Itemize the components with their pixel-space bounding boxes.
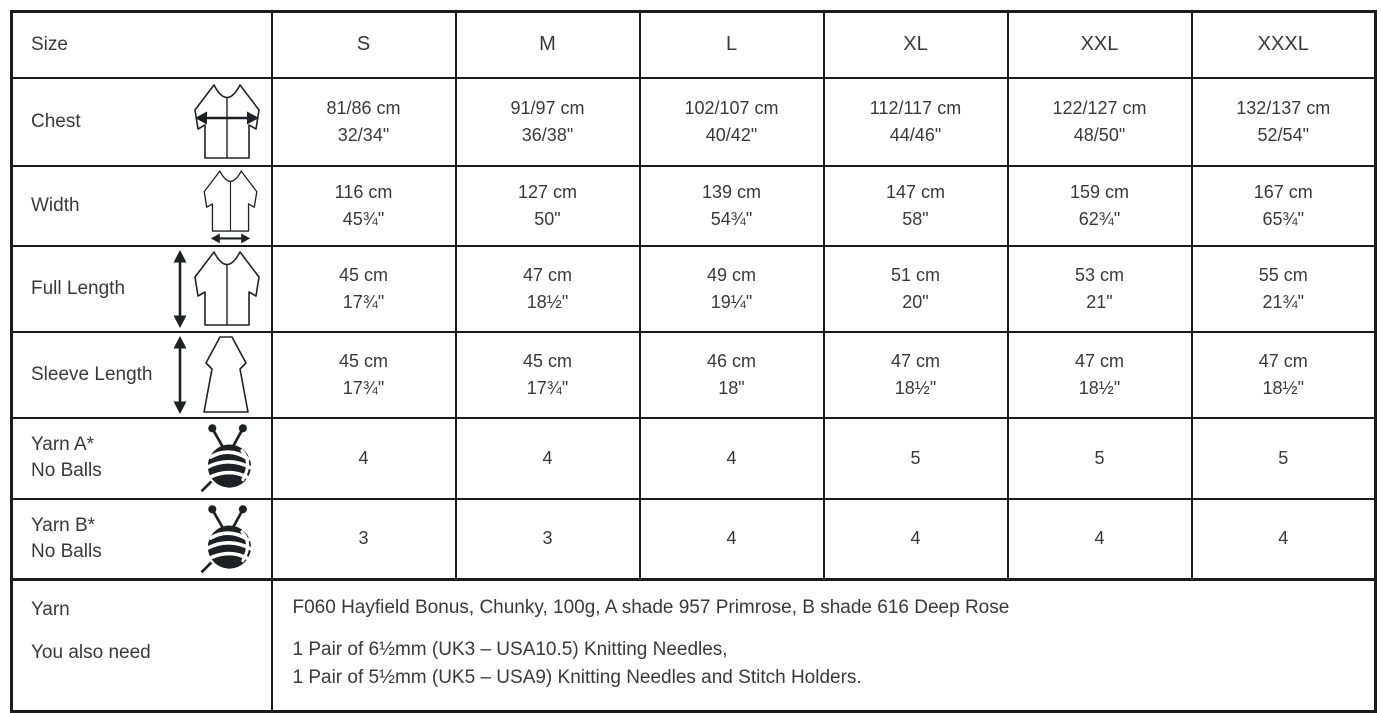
full-length-row	[12, 246, 1376, 332]
header-size-xxl: XXL	[1008, 12, 1192, 78]
cm-value: 159 cm	[1069, 181, 1130, 202]
cell-chest-xxxl	[1192, 78, 1376, 166]
cm-value: 102/107 cm	[684, 97, 779, 118]
cm-value: 51 cm	[890, 264, 941, 285]
yarn-b-label-cell	[12, 499, 272, 580]
footer-content-cell	[272, 580, 1376, 712]
cm-value: 147 cm	[885, 181, 946, 202]
cell-yarn-b-xxxl: 4	[1192, 499, 1376, 580]
cell-sleeve-l	[640, 332, 824, 418]
inch-value: 45¾"	[342, 208, 385, 229]
cm-value: 122/127 cm	[1052, 97, 1147, 118]
you-also-need-label: You also need	[31, 642, 151, 663]
size-label: Size	[31, 33, 68, 55]
cm-value: 53 cm	[1074, 264, 1125, 285]
full-length-label: Full Length	[31, 277, 126, 299]
inch-value: 62¾"	[1078, 208, 1121, 229]
cell-yarn-a-l: 4	[640, 418, 824, 499]
header-size-l: L	[640, 12, 824, 78]
sleeve-length-row	[12, 332, 1376, 418]
cell-yarn-b-xl: 4	[824, 499, 1008, 580]
cm-value: 45 cm	[522, 350, 573, 371]
inch-value: 18"	[718, 377, 745, 398]
yarn-ball-icon	[197, 503, 260, 575]
cm-value: 139 cm	[701, 181, 762, 202]
cell-yarn-b-l: 4	[640, 499, 824, 580]
cell-chest-xl	[824, 78, 1008, 166]
cell-width-xxxl	[1192, 166, 1376, 246]
width-row	[12, 166, 1376, 246]
cell-yarn-b-xxl: 4	[1008, 499, 1192, 580]
sweater-full-length-arrow-icon	[172, 247, 268, 331]
inch-value: 48/50"	[1073, 124, 1126, 145]
inch-value: 50"	[534, 208, 561, 229]
inch-value: 44/46"	[889, 124, 942, 145]
cell-yarn-b-m: 3	[456, 499, 640, 580]
yarn-ball-icon	[197, 422, 260, 494]
width-label: Width	[31, 194, 80, 216]
header-size-xl: XL	[824, 12, 1008, 78]
cell-yarn-a-xxxl: 5	[1192, 418, 1376, 499]
cell-sleeve-s	[272, 332, 456, 418]
cm-value: 46 cm	[706, 350, 757, 371]
header-size-xxxl: XXXL	[1192, 12, 1376, 78]
inch-value: 52/54"	[1257, 124, 1309, 145]
cm-value: 116 cm	[334, 181, 393, 202]
inch-value: 21¾"	[1262, 291, 1304, 312]
cm-value: 47 cm	[1074, 350, 1125, 371]
cm-value: 45 cm	[338, 264, 389, 285]
header-size-label-cell	[12, 12, 272, 78]
cell-yarn-a-m: 4	[456, 418, 640, 499]
cm-value: 132/137 cm	[1236, 97, 1331, 118]
cm-value: 47 cm	[1258, 350, 1308, 371]
header-row	[12, 12, 1376, 78]
footer-label-cell	[12, 580, 272, 712]
inch-value: 58"	[902, 208, 929, 229]
sleeve-length-label-cell	[12, 332, 272, 418]
cell-yarn-a-xl: 5	[824, 418, 1008, 499]
cm-value: 45 cm	[338, 350, 389, 371]
cell-yarn-b-s: 3	[272, 499, 456, 580]
inch-value: 32/34"	[337, 124, 390, 145]
cell-full-length-xl	[824, 246, 1008, 332]
cell-sleeve-m	[456, 332, 640, 418]
cm-value: 167 cm	[1253, 181, 1313, 202]
inch-value: 36/38"	[521, 124, 574, 145]
inch-value: 17¾"	[342, 291, 385, 312]
full-length-label-cell	[12, 246, 272, 332]
cm-value: 91/97 cm	[510, 97, 585, 118]
cell-sleeve-xxxl	[1192, 332, 1376, 418]
cell-full-length-m	[456, 246, 640, 332]
cell-width-l	[640, 166, 824, 246]
cell-sleeve-xxl	[1008, 332, 1192, 418]
cell-sleeve-xl	[824, 332, 1008, 418]
sweater-width-arrow-icon	[193, 167, 268, 245]
cm-value: 49 cm	[706, 264, 757, 285]
inch-value: 17¾"	[342, 377, 385, 398]
cell-chest-xxl	[1008, 78, 1192, 166]
yarn-description: F060 Hayfield Bonus, Chunky, 100g, A shade 957 Primrose, B shade 616 Deep Rose	[292, 597, 1010, 618]
inch-value: 18½"	[526, 291, 569, 312]
yarn-a-label-cell	[12, 418, 272, 499]
cell-full-length-xxxl	[1192, 246, 1376, 332]
inch-value: 17¾"	[526, 377, 569, 398]
cell-chest-l	[640, 78, 824, 166]
cm-value: 112/117 cm	[869, 97, 962, 118]
cell-yarn-a-s: 4	[272, 418, 456, 499]
header-size-s: S	[272, 12, 456, 78]
cell-full-length-s	[272, 246, 456, 332]
chest-label-cell	[12, 78, 272, 166]
cell-width-m	[456, 166, 640, 246]
yarn-a-label: Yarn A* No Balls	[31, 434, 102, 481]
cell-width-xl	[824, 166, 1008, 246]
width-label-cell	[12, 166, 272, 246]
cm-value: 81/86 cm	[326, 97, 401, 118]
cell-full-length-l	[640, 246, 824, 332]
sleeve-length-label: Sleeve Length	[31, 363, 153, 385]
sleeve-length-arrow-icon	[172, 333, 268, 417]
chest-label: Chest	[31, 110, 81, 132]
inch-value: 18½"	[1262, 377, 1304, 398]
inch-value: 20"	[902, 291, 929, 312]
yarn-label: Yarn	[31, 599, 70, 620]
yarn-a-row	[12, 418, 1376, 499]
inch-value: 65¾"	[1262, 208, 1304, 229]
cell-chest-m	[456, 78, 640, 166]
yarn-b-label: Yarn B* No Balls	[31, 514, 102, 562]
cell-full-length-xxl	[1008, 246, 1192, 332]
inch-value: 18½"	[1078, 377, 1121, 398]
cm-value: 127 cm	[517, 181, 578, 202]
needles-description: 1 Pair of 6½mm (UK3 – USA10.5) Knitting Needles, 1 Pair of 5½mm (UK5 – USA9) Knitting Needles and Stitch Holders.	[292, 639, 862, 688]
chest-row	[12, 78, 1376, 166]
yarn-b-row	[12, 499, 1376, 580]
cell-width-s	[272, 166, 456, 246]
cm-value: 47 cm	[890, 350, 941, 371]
footer-row	[12, 580, 1376, 712]
inch-value: 54¾"	[710, 208, 753, 229]
header-size-m: M	[456, 12, 640, 78]
cm-value: 47 cm	[522, 264, 573, 285]
inch-value: 19¼"	[710, 291, 753, 312]
inch-value: 21"	[1086, 291, 1113, 312]
cell-chest-s	[272, 78, 456, 166]
cm-value: 55 cm	[1258, 264, 1308, 285]
size-chart-table	[10, 10, 1377, 713]
inch-value: 40/42"	[705, 124, 758, 145]
inch-value: 18½"	[894, 377, 937, 398]
cell-yarn-a-xxl: 5	[1008, 418, 1192, 499]
cell-width-xxl	[1008, 166, 1192, 246]
sweater-chest-arrow-icon	[186, 80, 268, 164]
